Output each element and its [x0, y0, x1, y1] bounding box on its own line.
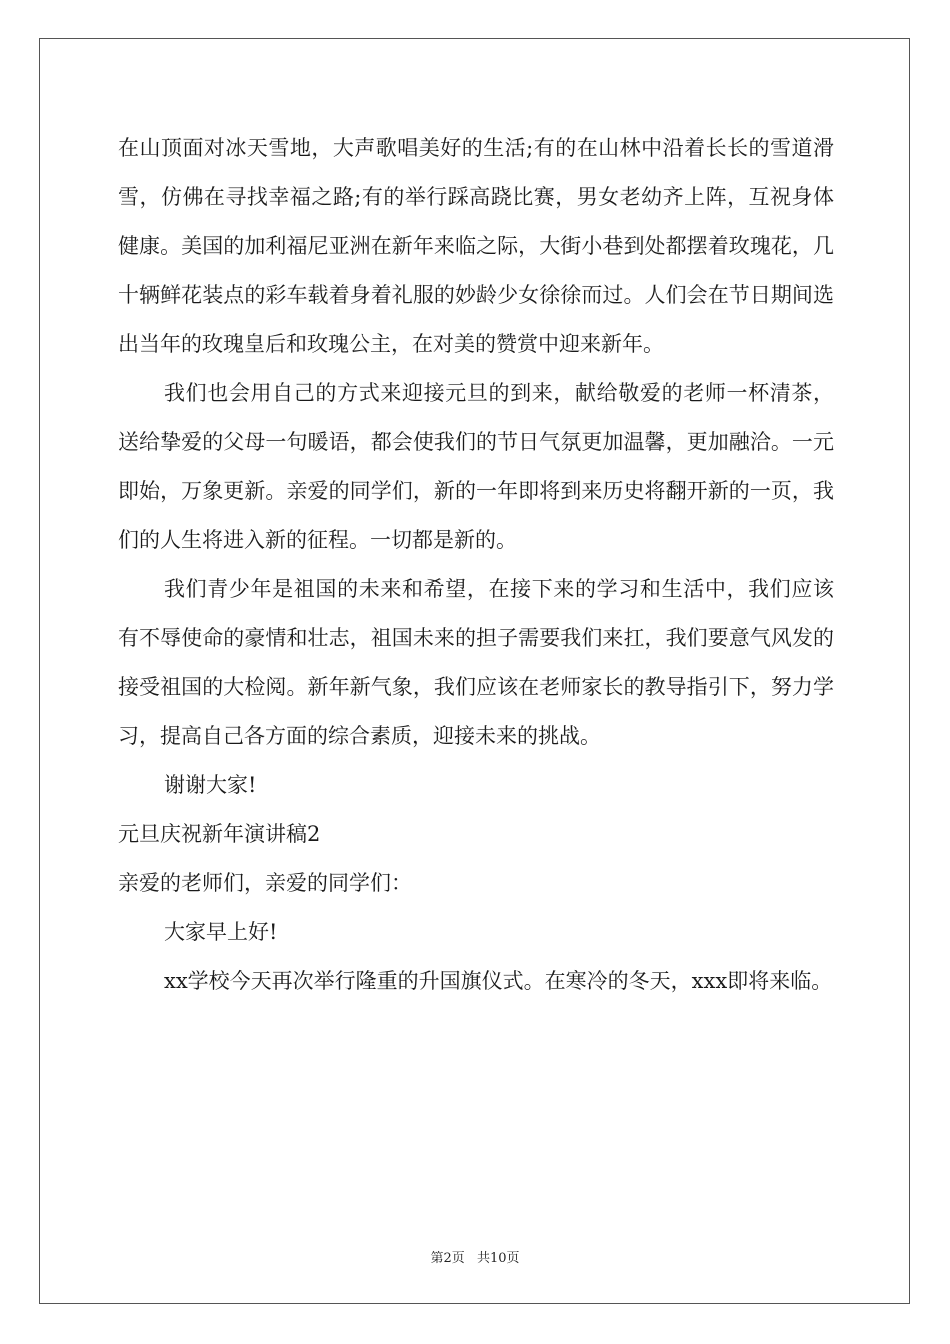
paragraph-1: 在山顶面对冰天雪地，大声歌唱美好的生活;有的在山林中沿着长长的雪道滑雪，仿佛在寻找幸福之路;有的举行踩高跷比赛，男女老幼齐上阵，互祝身体健康。美国的加利福尼亚洲在新年来临之际，大街小巷到处都摆着玫瑰花，几十辆鲜花装点的彩车载着身着礼服的妙龄少女徐徐而过。人们会在节日期间选出当年的玫瑰皇后和玫瑰公主，在对美的赞赏中迎来新年。 [118, 136, 834, 356]
paragraph-3: 我们青少年是祖国的未来和希望，在接下来的学习和生活中，我们应该有不辱使命的豪情和壮志，祖国未来的担子需要我们来扛，我们要意气风发的接受祖国的大检阅。新年新气象，我们应该在老师家长的教导指引下，努力学习，提高自己各方面的综合素质，迎接未来的挑战。 [118, 577, 834, 748]
paragraph-4: xx学校今天再次举行隆重的升国旗仪式。在寒冷的冬天，xxx即将来临。 [164, 969, 833, 993]
document-body [118, 124, 834, 1006]
section-heading: 元旦庆祝新年演讲稿2 [118, 822, 321, 846]
page-footer [0, 1247, 950, 1266]
page-number: 第2页 [430, 1251, 465, 1266]
greeting: 大家早上好! [164, 920, 278, 944]
page-total: 共10页 [476, 1251, 520, 1266]
paragraph-2: 我们也会用自己的方式来迎接元旦的到来，献给敬爱的老师一杯清茶，送给挚爱的父母一句暖语，都会使我们的节日气氛更加温馨，更加融洽。一元即始，万象更新。亲爱的同学们，新的一年即将到来历史将翻开新的一页，我们的人生将进入新的征程。一切都是新的。 [118, 381, 834, 552]
paragraph-thanks: 谢谢大家! [164, 773, 257, 797]
salutation: 亲爱的老师们，亲爱的同学们： [118, 871, 412, 895]
